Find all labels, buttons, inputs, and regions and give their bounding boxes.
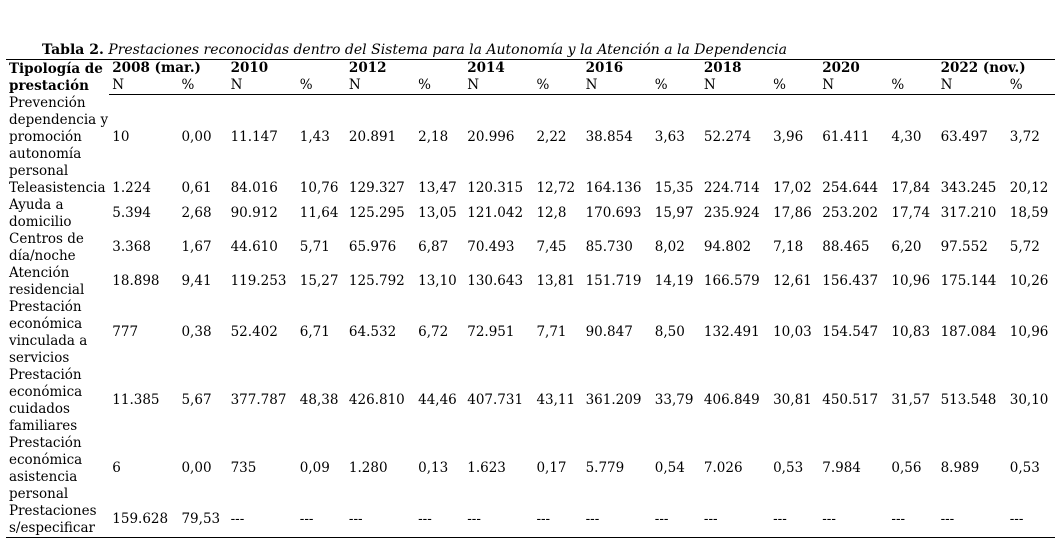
cell-n: 125.295 xyxy=(348,205,405,221)
row-label: Prestación económica asistencia personal xyxy=(9,434,83,502)
cell-n: 317.210 xyxy=(940,205,997,221)
cell-n: 187.084 xyxy=(940,324,997,340)
row-label: Centros de día/noche xyxy=(9,230,84,264)
corner-header-line1: Tipología de xyxy=(9,60,103,77)
cell-n: 224.714 xyxy=(703,179,760,196)
cell-n: 1.623 xyxy=(467,460,506,476)
cell-n: 52.274 xyxy=(703,128,752,145)
n-header: N xyxy=(583,77,652,95)
cell-pct: 17,84 xyxy=(891,179,931,196)
cell-pct: 0,54 xyxy=(654,460,685,476)
header-row-units xyxy=(6,77,1055,95)
cell-pct: 48,38 xyxy=(299,392,339,408)
cell-n: 377.787 xyxy=(230,392,287,408)
cell-n: 426.810 xyxy=(348,392,405,408)
cell-n: 1.280 xyxy=(348,460,388,476)
cell-pct: 1,67 xyxy=(181,239,212,255)
cell-n: 7.984 xyxy=(822,460,861,476)
cell-n: 159.628 xyxy=(109,503,178,538)
cell-n: 361.209 xyxy=(585,392,642,408)
cell-n: 97.552 xyxy=(940,239,988,255)
table-row xyxy=(6,367,1055,435)
n-header: N xyxy=(346,77,415,95)
cell-n: 407.731 xyxy=(467,392,524,408)
pct-header: % xyxy=(533,77,582,95)
cell-pct: --- xyxy=(888,503,937,538)
cell-n: 8.989 xyxy=(940,460,980,476)
cell-n: 121.042 xyxy=(467,205,524,221)
cell-pct: 20,12 xyxy=(1009,179,1049,196)
table-row xyxy=(6,180,1055,197)
cell-pct: 7,18 xyxy=(773,239,804,255)
cell-pct: 31,57 xyxy=(891,392,931,408)
year-header: 2016 xyxy=(583,60,701,78)
table-row xyxy=(6,299,1055,367)
row-label: Prestación económica cuidados familiares xyxy=(9,366,83,434)
cell-n: 129.327 xyxy=(348,179,405,196)
cell-n: --- xyxy=(819,503,888,538)
cell-pct: 17,02 xyxy=(773,179,812,196)
cell-n: 6 xyxy=(112,460,121,476)
cell-n: 3.368 xyxy=(112,239,151,255)
header-row-years xyxy=(6,60,1055,78)
cell-n: 154.547 xyxy=(822,324,879,340)
cell-pct: 6,87 xyxy=(418,239,449,255)
row-label: Atención residencial xyxy=(9,264,85,298)
pct-header: % xyxy=(1007,77,1055,95)
cell-pct: 7,45 xyxy=(536,239,567,255)
table-row xyxy=(6,231,1055,265)
cell-pct: 0,56 xyxy=(891,460,922,476)
cell-pct: 11,64 xyxy=(299,205,339,221)
year-header: 2014 xyxy=(464,60,582,78)
cell-pct: 12,61 xyxy=(773,273,812,289)
n-header: N xyxy=(109,77,178,95)
cell-pct: 6,71 xyxy=(299,324,330,340)
cell-n: --- xyxy=(701,503,770,538)
n-header: N xyxy=(228,77,297,95)
cell-pct: 43,11 xyxy=(536,392,576,408)
cell-n: 88.465 xyxy=(822,239,870,255)
cell-n: 20.996 xyxy=(467,128,515,145)
cell-pct: 10,96 xyxy=(1009,324,1049,340)
cell-n: 151.719 xyxy=(585,273,642,289)
cell-pct: 4,30 xyxy=(891,128,922,145)
cell-pct: 13,81 xyxy=(536,273,576,289)
row-label: Prestación económica vinculada a servicios xyxy=(9,298,88,366)
cell-n: 5.394 xyxy=(112,205,151,221)
cell-pct: --- xyxy=(297,503,346,538)
cell-n: 170.693 xyxy=(585,205,642,221)
cell-pct: --- xyxy=(652,503,701,538)
table-row xyxy=(6,95,1055,180)
cell-pct: 0,00 xyxy=(181,460,212,476)
cell-pct: 2,18 xyxy=(418,128,449,145)
cell-pct: 12,72 xyxy=(536,179,576,196)
cell-n: 450.517 xyxy=(822,392,879,408)
cell-pct: --- xyxy=(533,503,582,538)
cell-n: --- xyxy=(583,503,652,538)
cell-pct: 12,8 xyxy=(536,205,567,221)
pct-header: % xyxy=(770,77,819,95)
cell-pct: 8,50 xyxy=(654,324,685,340)
cell-pct: 0,38 xyxy=(181,324,212,340)
cell-n: 65.976 xyxy=(348,239,397,255)
cell-n: 1.224 xyxy=(112,179,151,196)
cell-pct: 17,74 xyxy=(891,205,931,221)
cell-pct: 10,03 xyxy=(773,324,812,340)
cell-pct: 6,20 xyxy=(891,239,922,255)
cell-n: --- xyxy=(346,503,415,538)
cell-pct: 0,53 xyxy=(1009,460,1040,476)
year-header: 2010 xyxy=(228,60,346,78)
year-header: 2012 xyxy=(346,60,464,78)
table-row xyxy=(6,503,1055,538)
cell-n: 235.924 xyxy=(703,205,760,221)
cell-pct: --- xyxy=(1007,503,1055,538)
cell-pct: 6,72 xyxy=(418,324,449,340)
prestaciones-table xyxy=(6,59,1055,538)
cell-pct: 0,00 xyxy=(181,128,212,145)
cell-pct: 30,10 xyxy=(1009,392,1049,408)
caption-label: Tabla 2. xyxy=(42,42,104,58)
cell-n: 130.643 xyxy=(467,273,524,289)
cell-n: --- xyxy=(938,503,1007,538)
cell-pct: 10,96 xyxy=(891,273,931,289)
cell-pct: 13,47 xyxy=(418,179,457,196)
cell-pct: 15,97 xyxy=(654,205,694,221)
n-header: N xyxy=(701,77,770,95)
cell-pct: 44,46 xyxy=(418,392,457,408)
cell-pct: 3,63 xyxy=(654,128,685,145)
pct-header: % xyxy=(415,77,464,95)
cell-n: 61.411 xyxy=(822,128,870,145)
cell-n: 85.730 xyxy=(585,239,633,255)
cell-pct: 3,96 xyxy=(773,128,804,145)
cell-n: 175.144 xyxy=(940,273,997,289)
cell-pct: 33,79 xyxy=(654,392,694,408)
cell-n: 132.491 xyxy=(703,324,760,340)
row-label: Teleasistencia xyxy=(9,179,106,196)
cell-n: 5.779 xyxy=(585,460,625,476)
cell-pct: 5,71 xyxy=(299,239,330,255)
cell-pct: 79,53 xyxy=(178,503,227,538)
cell-pct: 7,71 xyxy=(536,324,567,340)
cell-n: 125.792 xyxy=(348,273,405,289)
cell-n: --- xyxy=(464,503,533,538)
cell-n: 52.402 xyxy=(230,324,278,340)
cell-pct: 1,43 xyxy=(299,128,330,145)
cell-n: 72.951 xyxy=(467,324,515,340)
cell-pct: 9,41 xyxy=(181,273,212,289)
cell-n: 84.016 xyxy=(230,179,278,196)
cell-n: 254.644 xyxy=(822,179,879,196)
cell-n: 11.147 xyxy=(230,128,278,145)
n-header: N xyxy=(938,77,1007,95)
cell-n: 94.802 xyxy=(703,239,752,255)
year-header: 2022 (nov.) xyxy=(938,60,1055,78)
cell-pct: 13,05 xyxy=(418,205,457,221)
cell-pct: 15,27 xyxy=(299,273,339,289)
cell-n: 513.548 xyxy=(940,392,997,408)
pct-header: % xyxy=(652,77,701,95)
cell-n: 343.245 xyxy=(940,179,997,196)
cell-n: 18.898 xyxy=(112,273,160,289)
cell-pct: 30,81 xyxy=(773,392,812,408)
year-header: 2008 (mar.) xyxy=(109,60,227,78)
cell-n: 10 xyxy=(112,128,130,145)
cell-n: 119.253 xyxy=(230,273,287,289)
row-label: Prestaciones s/especificar xyxy=(6,503,109,538)
cell-n: 90.847 xyxy=(585,324,633,340)
cell-pct: 5,67 xyxy=(181,392,212,408)
cell-n: 7.026 xyxy=(703,460,743,476)
cell-n: 166.579 xyxy=(703,273,760,289)
row-label: Prevención dependencia y promoción autonomía personal xyxy=(9,94,109,179)
cell-pct: 0,13 xyxy=(418,460,449,476)
table-body xyxy=(6,95,1055,538)
cell-n: 90.912 xyxy=(230,205,278,221)
cell-n: 735 xyxy=(230,460,257,476)
cell-pct: 2,68 xyxy=(181,205,212,221)
pct-header: % xyxy=(888,77,937,95)
cell-pct: 10,76 xyxy=(299,179,339,196)
cell-pct: 0,17 xyxy=(536,460,567,476)
caption-text: Prestaciones reconocidas dentro del Sistema para la Autonomía y la Atención a la Dependencia xyxy=(108,42,788,58)
corner-header xyxy=(6,60,109,95)
cell-n: 70.493 xyxy=(467,239,515,255)
table-caption xyxy=(42,42,787,58)
cell-pct: 10,83 xyxy=(891,324,931,340)
n-header: N xyxy=(819,77,888,95)
cell-pct: 13,10 xyxy=(418,273,457,289)
n-header: N xyxy=(464,77,533,95)
row-label: Ayuda a domicilio xyxy=(9,196,72,230)
cell-n: 253.202 xyxy=(822,205,879,221)
cell-pct: --- xyxy=(415,503,464,538)
cell-n: --- xyxy=(228,503,297,538)
cell-n: 64.532 xyxy=(348,324,397,340)
cell-pct: 10,26 xyxy=(1009,273,1049,289)
table-row xyxy=(6,265,1055,299)
cell-pct: 17,86 xyxy=(773,205,812,221)
cell-pct: 18,59 xyxy=(1009,205,1049,221)
year-header: 2020 xyxy=(819,60,937,78)
cell-pct: 2,22 xyxy=(536,128,567,145)
cell-pct: 5,72 xyxy=(1009,239,1040,255)
cell-pct: 8,02 xyxy=(654,239,685,255)
cell-pct: --- xyxy=(770,503,819,538)
cell-n: 777 xyxy=(112,324,139,340)
year-header: 2018 xyxy=(701,60,819,78)
cell-n: 20.891 xyxy=(348,128,397,145)
cell-pct: 15,35 xyxy=(654,179,694,196)
cell-n: 38.854 xyxy=(585,128,633,145)
table-row xyxy=(6,197,1055,231)
cell-pct: 0,09 xyxy=(299,460,330,476)
cell-n: 120.315 xyxy=(467,179,524,196)
corner-header-line2: prestación xyxy=(9,77,89,94)
cell-pct: 3,72 xyxy=(1009,128,1040,145)
cell-n: 406.849 xyxy=(703,392,760,408)
cell-n: 156.437 xyxy=(822,273,879,289)
cell-n: 164.136 xyxy=(585,179,642,196)
pct-header: % xyxy=(178,77,227,95)
pct-header: % xyxy=(297,77,346,95)
table-row xyxy=(6,435,1055,503)
cell-pct: 14,19 xyxy=(654,273,694,289)
cell-n: 11.385 xyxy=(112,392,160,408)
cell-pct: 0,53 xyxy=(773,460,804,476)
cell-n: 44.610 xyxy=(230,239,278,255)
cell-pct: 0,61 xyxy=(181,179,212,196)
cell-n: 63.497 xyxy=(940,128,988,145)
